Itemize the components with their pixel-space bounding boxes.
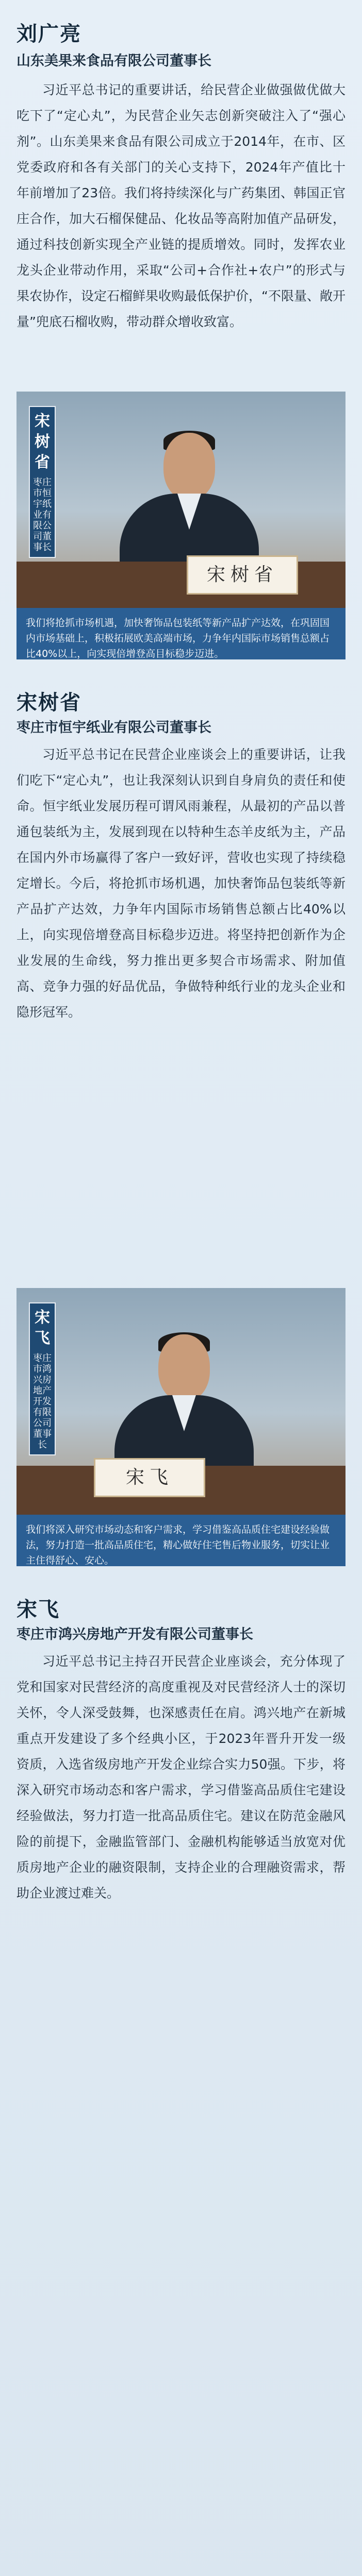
label-company: 枣庄市鸿兴房地产开发有限公司董事长 [33,1353,52,1450]
nameplate: 宋飞 [94,1458,205,1497]
person-title: 山东美果来食品有限公司董事长 [17,53,211,69]
photo-caption: 我们将深入研究市场动态和客户需求，学习借鉴高品质住宅建设经验做法，努力打造一批高品质住宅，精心做好住宅售后物业服务，切实让业主住得舒心、安心。 [17,1515,345,1566]
person-name: 刘广亮 [17,22,81,46]
photo-song-fei [17,1288,345,1566]
person-name: 宋树省 [17,691,81,715]
photo-caption: 我们将抢抓市场机遇，加快奢饰品包装纸等新产品扩产达效，在巩固国内市场基础上，积极拓展欧美高端市场，力争年内国际市场销售总额占比40%以上，向实现倍增登高目标稳步迈进。 [17,608,345,659]
photo-song-shusheng [17,392,345,659]
statement-paragraph: 习近平总书记主持召开民营企业座谈会，充分体现了党和国家对民营经济的高度重视及对民营经济人士的深切关怀，令人深受鼓舞，也深感责任在肩。鸿兴地产在新城重点开发建设了多个经典小区，于2023年晋升开发一级资质，入选省级房地产开发企业综合实力50强。下步，将深入研究市场动态和客户需求，学习借鉴高品质住宅建设经验做法，努力打造一批高品质住宅。建议在防范金融风险的前提下，金融监管部门、金融机构能够适当放宽对优质房地产企业的融资限制，支持企业的合理融资需求，帮助企业渡过难关。 [17,1654,345,1901]
person-name: 宋飞 [17,1598,60,1621]
person-title: 枣庄市恒宇纸业有限公司董事长 [17,720,211,736]
label-name: 宋树省 [35,412,50,471]
statement-paragraph: 习近平总书记的重要讲话，给民营企业做强做优做大吃下了“定心丸”，为民营企业矢志创新突破注入了“强心剂”。山东美果来食品有限公司成立于2014年，在市、区党委政府和各有关部门的关心支持下，2024年产值比十年前增加了23倍。我们将持续深化与广药集团、韩国正官庄合作，加大石榴保健品、化妆品等高附加值产品研发，通过科技创新实现全产业链的提质增效。同时，发挥农业龙头企业带动作用，采取“公司+合作社+农户”的形式与果农协作，设定石榴鲜果收购最低保护价，“不限量、敞开量”兜底石榴收购，带动群众增收致富。 [17,82,345,329]
vertical-name-label [29,406,56,558]
label-name: 宋飞 [35,1309,50,1347]
vertical-name-label [29,1302,56,1455]
nameplate: 宋树省 [187,555,298,595]
label-company: 枣庄市恒宇纸业有限公司董事长 [33,477,52,553]
statement-paragraph: 习近平总书记在民营企业座谈会上的重要讲话，让我们吃下“定心丸”，也让我深刻认识到自身肩负的责任和使命。恒宇纸业发展历程可谓风雨兼程，从最初的产品以普通包装纸为主，发展到现在以特种生态羊皮纸为主，产品在国内外市场赢得了客户一致好评，营收也实现了持续稳定增长。今后，将抢抓市场机遇，加快奢饰品包装纸等新产品扩产达效，力争年内国际市场销售总额占比40%以上，向实现倍增登高目标稳步迈进。将坚持把创新作为企业发展的生命线，努力推出更多契合市场需求、附加值高、竞争力强的好品优品，争做特种纸行业的龙头企业和隐形冠军。 [17,747,345,1020]
person-title: 枣庄市鸿兴房地产开发有限公司董事长 [17,1626,253,1642]
